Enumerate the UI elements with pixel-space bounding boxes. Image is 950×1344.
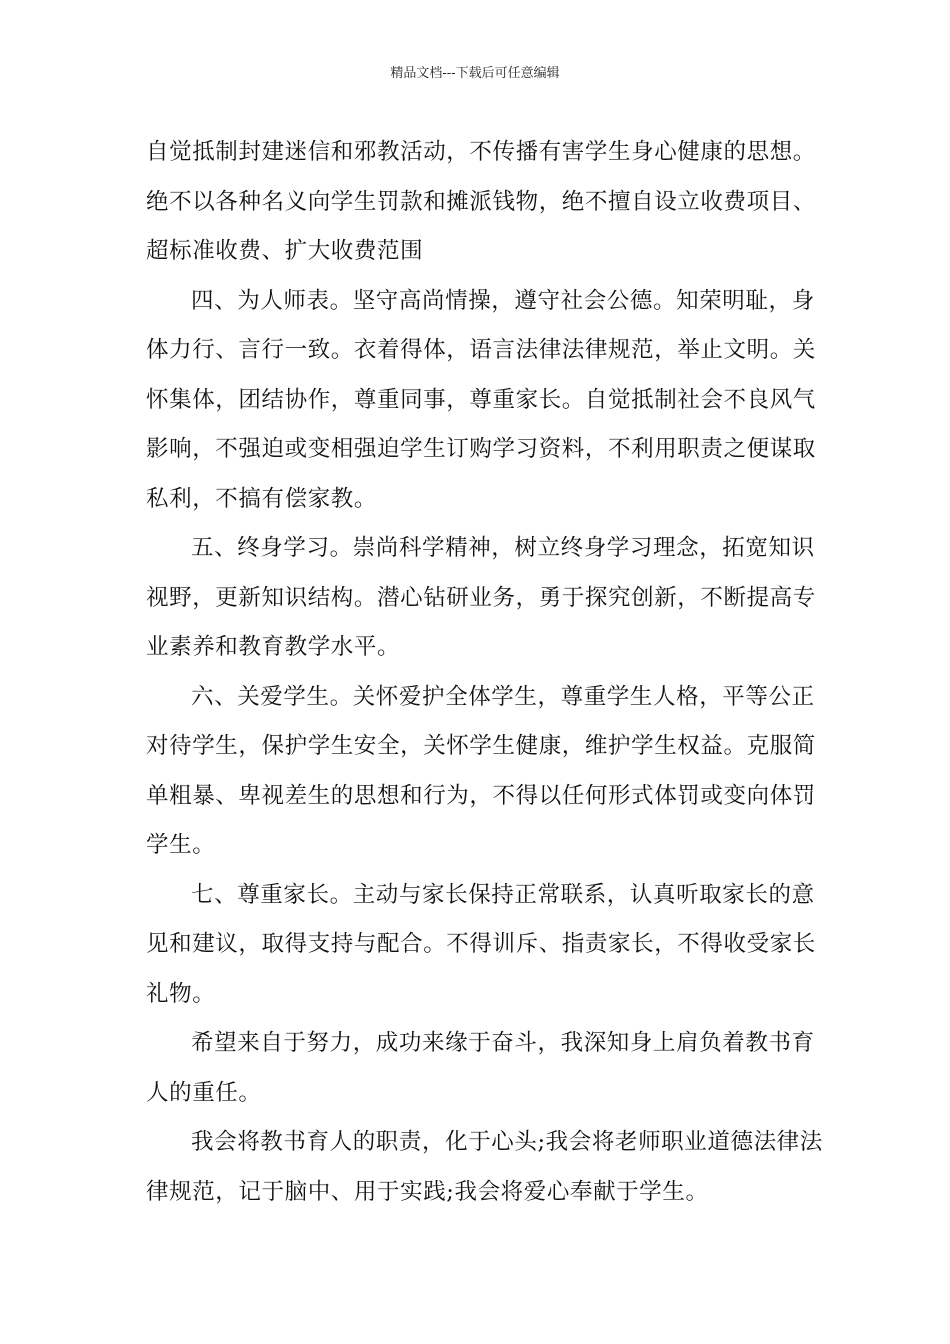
text-line: 人的重任。	[146, 1079, 262, 1106]
paragraph-2	[146, 277, 816, 525]
paragraph-4	[146, 673, 816, 871]
text-line: 怀集体，团结协作，尊重同事，尊重家长。自觉抵制社会不良风气	[146, 386, 816, 413]
paragraph-3	[146, 524, 816, 673]
text-line: 绝不以各种名义向学生罚款和摊派钱物，绝不擅自设立收费项目、	[146, 188, 816, 215]
text-line: 四、为人师表。坚守高尚情操，遵守社会公德。知荣明耻，身	[191, 287, 815, 314]
text-line: 我会将教书育人的职责，化于心头;我会将老师职业道德法律法	[191, 1129, 823, 1155]
text-line: 希望来自于努力，成功来缘于奋斗，我深知身上肩负着教书育	[191, 1030, 815, 1056]
page-header: 精品文档---下载后可任意编辑	[390, 66, 560, 81]
text-line: 见和建议，取得支持与配合。不得训斥、指责家长，不得收受家长	[146, 931, 816, 957]
text-line: 体力行、言行一致。衣着得体，语言法律法律规范，举止文明。关	[146, 337, 816, 363]
text-line: 视野，更新知识结构。潜心钻研业务，勇于探究创新，不断提高专	[146, 584, 816, 611]
paragraph-6	[146, 1019, 815, 1118]
text-line: 超标准收费、扩大收费范围	[146, 238, 424, 264]
paragraph-7	[146, 1118, 823, 1217]
text-line: 业素养和教育教学水平。	[146, 634, 401, 660]
text-line: 六、关爱学生。关怀爱护全体学生，尊重学生人格，平等公正	[191, 683, 815, 710]
paragraph-5	[146, 871, 816, 1020]
text-line: 私利，不搞有偿家教。	[146, 485, 378, 512]
document-body	[146, 128, 823, 1217]
text-line: 单粗暴、卑视差生的思想和行为，不得以任何形式体罚或变向体罚	[146, 782, 816, 809]
text-line: 礼物。	[146, 980, 216, 1007]
text-line: 学生。	[146, 832, 216, 858]
text-line: 七、尊重家长。主动与家长保持正常联系，认真听取家长的意	[191, 881, 815, 908]
text-line: 五、终身学习。崇尚科学精神，树立终身学习理念，拓宽知识	[191, 535, 815, 561]
text-line: 影响，不强迫或变相强迫学生订购学习资料，不利用职责之便谋取	[146, 436, 816, 462]
text-line: 律规范，记于脑中、用于实践;我会将爱心奉献于学生。	[146, 1178, 709, 1205]
text-line: 自觉抵制封建迷信和邪教活动，不传播有害学生身心健康的思想。	[146, 139, 816, 165]
paragraph-1	[146, 128, 816, 277]
text-line: 对待学生，保护学生安全，关怀学生健康，维护学生权益。克服简	[146, 733, 816, 759]
